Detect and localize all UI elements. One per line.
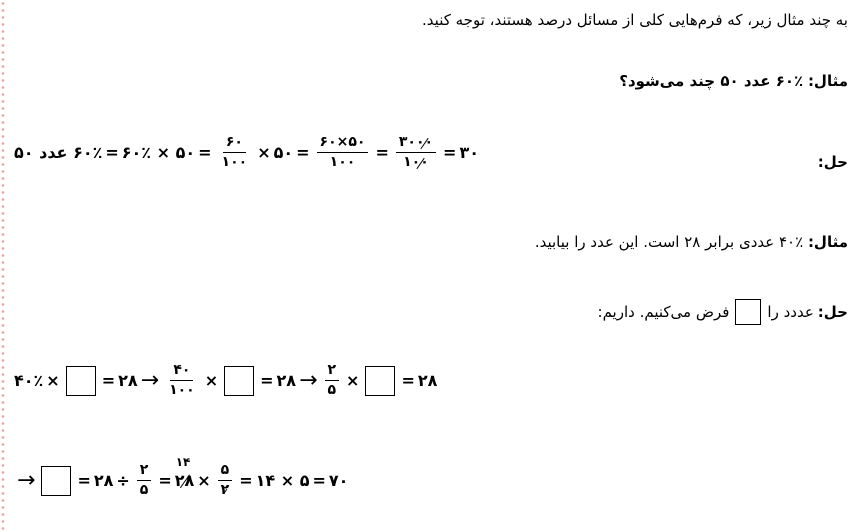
eq2-above-val: ۱۴ [175, 455, 191, 469]
example-2 [535, 232, 848, 252]
page-margin-border [0, 0, 6, 532]
sol1-frac3-num-struck: ۰۰ [415, 134, 434, 150]
eq2-fraction-2 [218, 462, 233, 499]
sol1-frac2-den: ۱۰۰ [329, 154, 356, 170]
equation-1 [14, 362, 437, 399]
sol1-frac1-num: ۶۰ [223, 134, 246, 153]
eq1-fraction-b [325, 362, 340, 399]
eq1-frac-a-den: ۱۰۰ [169, 382, 195, 398]
eq2-times: × [197, 471, 211, 490]
eq1-frac-b-num: ۲ [325, 362, 340, 381]
sol1-fraction-2 [317, 134, 369, 171]
eq2-step: ۱۴ × ۵ [255, 471, 310, 490]
eq1-fraction-a [166, 362, 198, 399]
sol1-frac3-num [396, 134, 436, 153]
sol1-eq-2: = [198, 143, 212, 162]
eq2-frac2-den: ۲ [220, 482, 230, 498]
sol1-step1: ۶۰٪ × ۵۰ [121, 143, 196, 162]
sol1-frac3-den-struck: ۰۰ [411, 154, 429, 170]
eq1-frac-a-num: ۴۰ [170, 362, 193, 381]
eq1-arrow-1: → [140, 368, 160, 393]
solution-2-text-after: فرض می‌کنیم. داریم: [597, 303, 730, 321]
eq1-times-2: × [204, 371, 219, 390]
eq1-arrow-2: → [299, 368, 318, 393]
unknown-box [735, 299, 761, 325]
example-1-label: مثال: [807, 72, 848, 90]
eq2-val: ۲۸ [93, 471, 114, 490]
sol1-result: ۳۰ [459, 143, 479, 162]
sol1-fraction-1 [219, 134, 251, 171]
eq1-box-2 [224, 366, 254, 396]
sol1-fraction-3 [396, 134, 436, 171]
sol1-frac2-num: ۶۰×۵۰ [317, 134, 369, 153]
eq1-eq-1: = [101, 371, 116, 390]
eq1-eq-3: = [401, 371, 415, 390]
sol1-times: × [257, 143, 271, 162]
example-1 [619, 71, 848, 91]
eq1-val-1: ۲۸ [118, 371, 138, 390]
sol1-eq-1: = [105, 143, 119, 162]
sol1-lhs: ۶۰٪ عدد ۵۰ [14, 143, 103, 162]
example-2-text: ٪۴۰ عددی برابر ۲۸ است. این عدد را بیابید. [534, 233, 804, 251]
eq2-result: ۷۰ [328, 471, 349, 490]
eq1-frac-b-den: ۵ [327, 382, 337, 398]
eq2-eq-4: = [312, 471, 326, 490]
sol1-frac3-num-a: ۳۰ [398, 134, 416, 150]
eq2-div: ÷ [116, 471, 130, 490]
intro-text: به چند مثال زیر، که فرم‌هایی کلی از مسائل درصد هستند، توجه کنید. [422, 11, 848, 29]
eq2-eq-1: = [77, 471, 91, 490]
eq2-box [41, 466, 71, 496]
sol1-eq-5: = [443, 143, 457, 162]
sol1-eq-3: = [296, 143, 310, 162]
eq1-times-1: × [46, 371, 60, 390]
example-2-label: مثال: [807, 233, 848, 251]
equation-2 [14, 455, 349, 499]
eq1-box-3 [365, 366, 395, 396]
eq2-frac-num: ۲ [137, 462, 152, 481]
eq1-times-3: × [346, 371, 360, 390]
eq2-struck-val: ۲۸ [174, 471, 195, 490]
eq1-eq-2: = [260, 371, 274, 390]
eq2-eq-3: = [239, 471, 253, 490]
eq2-frac2-num: ۵ [218, 462, 233, 481]
solution-1-label: حل: [817, 153, 848, 171]
sol1-frac3-den-a: ۱ [403, 154, 412, 170]
sol1-frac3-den [400, 153, 432, 171]
eq2-frac-den: ۵ [139, 482, 149, 498]
eq1-box-1 [66, 366, 96, 396]
eq1-percent: ۴۰٪ [14, 371, 44, 390]
eq1-val-2: ۲۸ [276, 371, 297, 390]
eq2-fraction [137, 462, 152, 499]
solution-2 [598, 299, 848, 325]
solution-2-text-before: عددد را [767, 303, 814, 321]
eq2-arrow: → [17, 468, 36, 493]
solution-2-label: حل: [817, 303, 848, 321]
eq2-struck-group [174, 455, 195, 490]
eq2-eq-2: = [158, 471, 172, 490]
example-1-text: ٪۶۰ عدد ۵۰ چند می‌شود؟ [619, 72, 804, 90]
sol1-fifty: ۵۰ [273, 143, 294, 162]
solution-1-equation [14, 134, 479, 171]
sol1-frac1-den: ۱۰۰ [221, 154, 248, 170]
eq1-val-3: ۲۸ [417, 371, 438, 390]
sol1-eq-4: = [375, 143, 389, 162]
eq2-frac2-den-wrap [218, 481, 233, 499]
